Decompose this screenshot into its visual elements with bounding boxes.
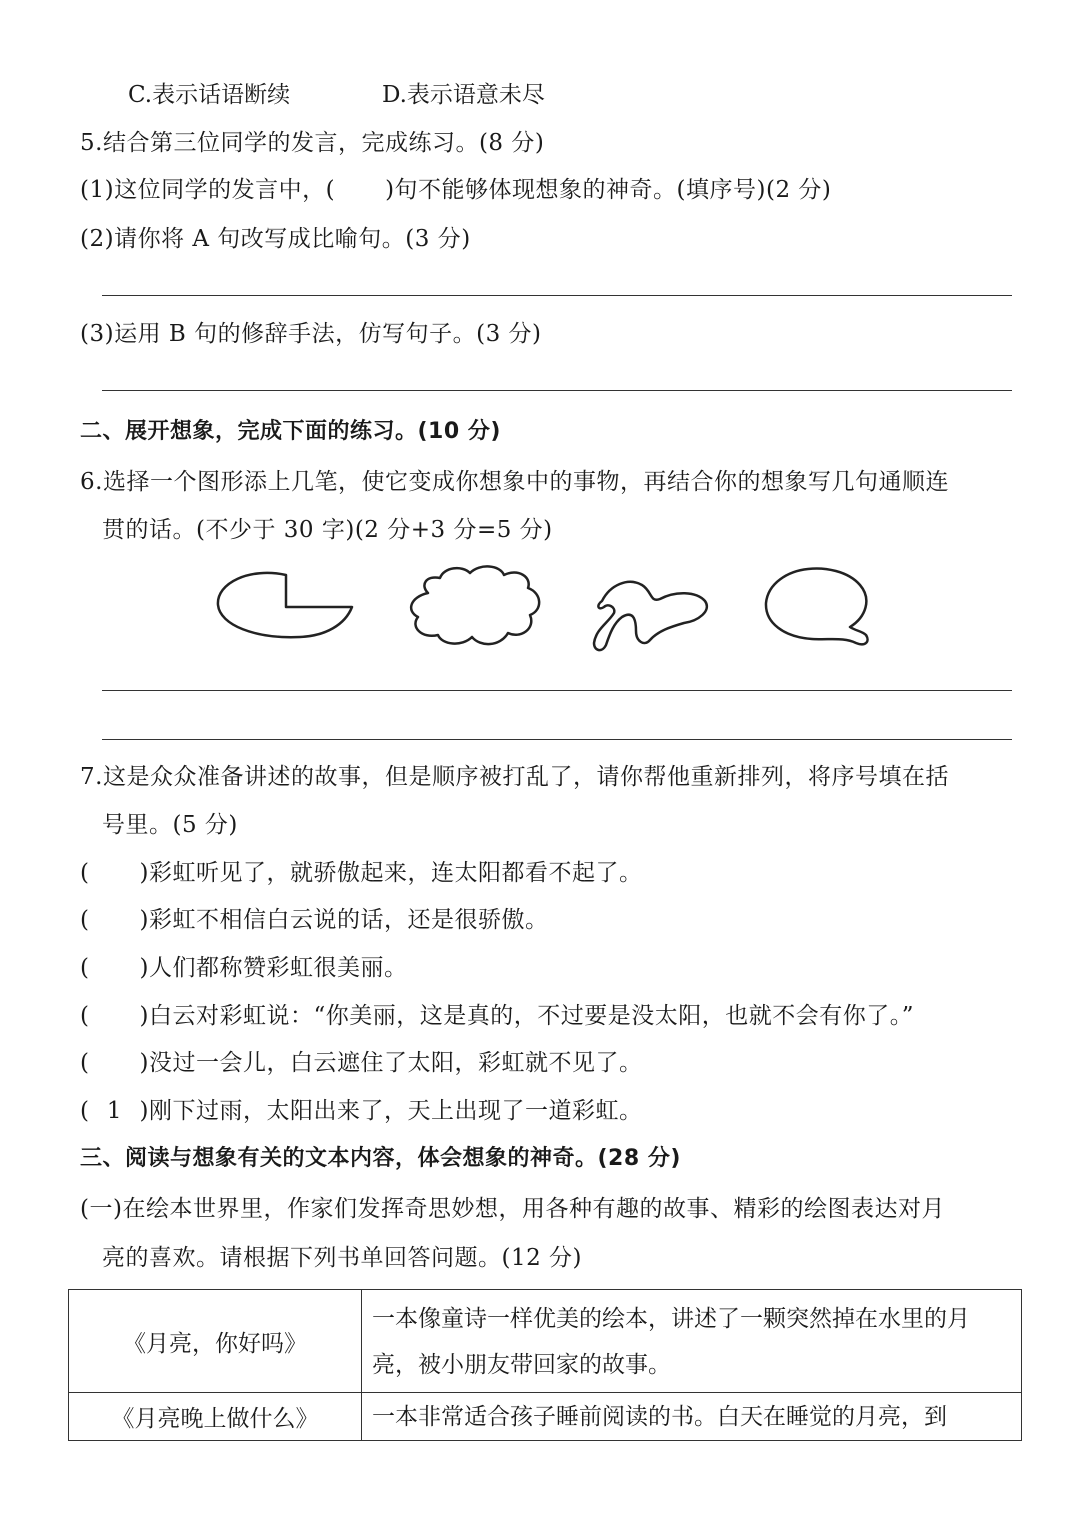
order-blank[interactable]: 1 [106, 1098, 123, 1124]
answer-line[interactable] [102, 690, 1012, 691]
cloud-shape [411, 566, 539, 644]
question-5-sub1 [80, 173, 831, 207]
list-item: ( )没过一会儿，白云遮住了太阳，彩虹就不见了。 [80, 1050, 643, 1076]
book-title: 《月亮晚上做什么》 [69, 1393, 362, 1441]
list-item: ( 1 )刚下过雨，太阳出来了，天上出现了一道彩虹。 [80, 1094, 642, 1128]
option-d: D.表示语意未尽 [382, 82, 545, 108]
book-list-table [68, 1289, 1022, 1441]
answer-line[interactable] [102, 739, 1012, 740]
table-row [69, 1393, 1022, 1441]
book-description: 一本像童诗一样优美的绘本，讲述了一颗突然掉在水里的月亮，被小朋友带回家的故事。 [362, 1290, 1022, 1393]
list-item: ( )白云对彩虹说：“你美丽，这是真的，不过要是没太阳，也就不会有你了。” [80, 1003, 914, 1029]
story-sentence: )人们都称赞彩虹很美丽。 [139, 955, 408, 981]
section-3-intro-line1: (一)在绘本世界里，作家们发挥奇思妙想，用各种有趣的故事、精彩的绘图表达对月 [80, 1196, 945, 1222]
section-3-intro-line2: 亮的喜欢。请根据下列书单回答问题。(12 分) [102, 1245, 583, 1271]
speech-bubble-shape [766, 569, 868, 645]
question-7-line2: 号里。(5 分) [102, 812, 238, 838]
list-item: ( )彩虹听见了，就骄傲起来，连太阳都看不起了。 [80, 860, 643, 886]
squiggle-shape [594, 582, 707, 650]
table-row [69, 1290, 1022, 1393]
section-3-heading: 三、阅读与想象有关的文本内容，体会想象的神奇。(28 分) [80, 1146, 681, 1171]
story-sentence: )彩虹不相信白云说的话，还是很骄傲。 [139, 907, 549, 933]
question-5-sub2: (2)请你将 A 句改写成比喻句。(3 分) [80, 226, 471, 252]
list-item: ( )彩虹不相信白云说的话，还是很骄傲。 [80, 907, 549, 933]
story-sentence: )刚下过雨，太阳出来了，天上出现了一道彩虹。 [139, 1098, 643, 1124]
sub1-prefix: (1)这位同学的发言中，( [80, 177, 336, 203]
question-5-stem: 5.结合第三位同学的发言，完成练习。(8 分) [80, 130, 545, 156]
pac-man-shape [218, 573, 352, 637]
answer-line[interactable] [102, 295, 1012, 296]
question-6-line1: 6.选择一个图形添上几笔，使它变成你想象中的事物，再结合你的想象写几句通顺连 [80, 469, 949, 495]
list-item: ( )人们都称赞彩虹很美丽。 [80, 955, 408, 981]
section-2-heading: 二、展开想象，完成下面的练习。(10 分) [80, 419, 501, 444]
book-title: 《月亮，你好吗》 [69, 1290, 362, 1393]
shape-outlines [200, 555, 890, 665]
option-c: C.表示话语断续 [128, 82, 291, 108]
book-description: 一本非常适合孩子睡前阅读的书。白天在睡觉的月亮，到 [362, 1393, 1022, 1441]
question-5-sub3: (3)运用 B 句的修辞手法，仿写句子。(3 分) [80, 321, 542, 347]
story-sentence: )没过一会儿，白云遮住了太阳，彩虹就不见了。 [139, 1050, 643, 1076]
answer-line[interactable] [102, 390, 1012, 391]
question-6-line2: 贯的话。(不少于 30 字)(2 分+3 分=5 分) [102, 517, 553, 543]
story-sentence: )白云对彩虹说：“你美丽，这是真的，不过要是没太阳，也就不会有你了。” [139, 1003, 914, 1029]
sub1-suffix: )句不能够体现想象的神奇。(填序号)(2 分) [385, 177, 832, 203]
question-7-line1: 7.这是众众准备讲述的故事，但是顺序被打乱了，请你帮他重新排列，将序号填在括 [80, 764, 949, 790]
story-sentence: )彩虹听见了，就骄傲起来，连太阳都看不起了。 [139, 860, 643, 886]
